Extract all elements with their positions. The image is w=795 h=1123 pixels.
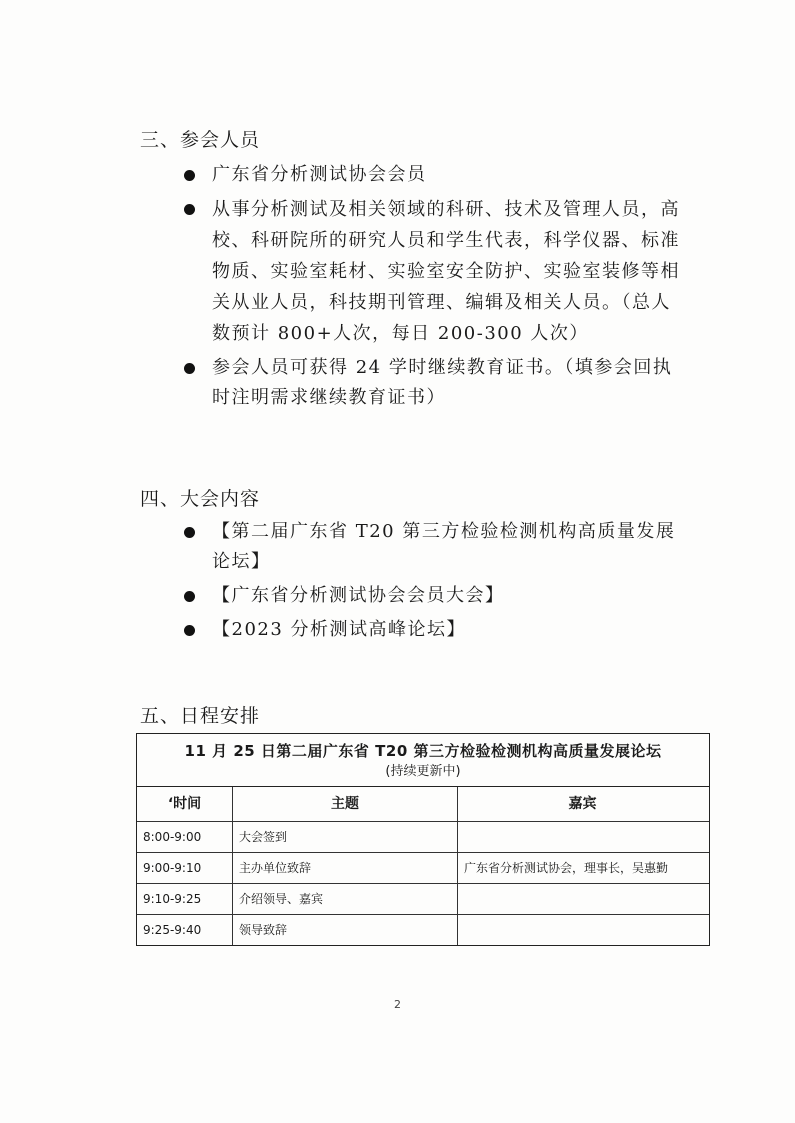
list-item: 广东省分析测试协会会员 xyxy=(184,160,684,190)
guest-cell xyxy=(458,915,707,945)
schedule-table xyxy=(136,733,710,946)
topic-cell: 领导致辞 xyxy=(233,915,458,945)
guest-cell xyxy=(458,884,707,914)
time-cell: 8:00-9:00 xyxy=(137,822,233,852)
bullet-icon xyxy=(184,204,195,215)
list-item: 【第二届广东省 T20 第三方检验检测机构高质量发展论坛】 xyxy=(184,517,684,577)
topic-cell: 大会签到 xyxy=(233,822,458,852)
table-row xyxy=(137,822,709,853)
bullet-icon xyxy=(184,170,195,181)
topic-cell: 主办单位致辞 xyxy=(233,853,458,883)
table-row xyxy=(137,915,709,945)
table-caption xyxy=(137,734,709,787)
time-cell: 9:00-9:10 xyxy=(137,853,233,883)
bullet-icon xyxy=(184,363,195,374)
content-list xyxy=(184,517,684,645)
guest-cell: 广东省分析测试协会，理事长，吴惠勤 xyxy=(464,861,669,875)
section-title-schedule: 五、日程安排 xyxy=(140,705,261,727)
column-header-guest: 嘉宾 xyxy=(568,796,597,812)
guest-cell xyxy=(458,822,707,852)
list-item: 参会人员可获得 24 学时继续教育证书。（填参会回执时注明需求继续教育证书） xyxy=(184,353,684,413)
section-title-content: 四、大会内容 xyxy=(140,488,261,510)
topic-cell: 介绍领导、嘉宾 xyxy=(233,884,458,914)
table-subtitle: (持续更新中) xyxy=(385,764,461,779)
time-cell: 9:10-9:25 xyxy=(137,884,233,914)
bullet-icon xyxy=(184,527,195,538)
section-title-attendees: 三、参会人员 xyxy=(140,129,261,151)
time-cell: 9:25-9:40 xyxy=(137,915,233,945)
column-header-time: ‘时间 xyxy=(137,787,233,821)
bullet-icon xyxy=(184,591,195,602)
table-header-row xyxy=(137,787,709,822)
table-row xyxy=(137,884,709,915)
list-item: 【广东省分析测试协会会员大会】 xyxy=(184,581,684,611)
table-row xyxy=(137,853,709,884)
column-header-topic: 主题 xyxy=(233,787,458,821)
bullet-icon xyxy=(184,625,195,636)
attendees-list xyxy=(184,160,684,413)
list-item: 从事分析测试及相关领域的科研、技术及管理人员，高校、科研院所的研究人员和学生代表，科学仪器、标准物质、实验室耗材、实验室安全防护、实验室装修等相关从业人员，科技期刊管理、编辑及相关人员。（总人数预计 800+人次，每日 200-300 人次） xyxy=(184,194,684,349)
list-item: 【2023 分析测试高峰论坛】 xyxy=(184,615,684,645)
page-number: 2 xyxy=(394,998,401,1011)
table-title: 11 月 25 日第二届广东省 T20 第三方检验检测机构高质量发展论坛 xyxy=(184,742,662,760)
